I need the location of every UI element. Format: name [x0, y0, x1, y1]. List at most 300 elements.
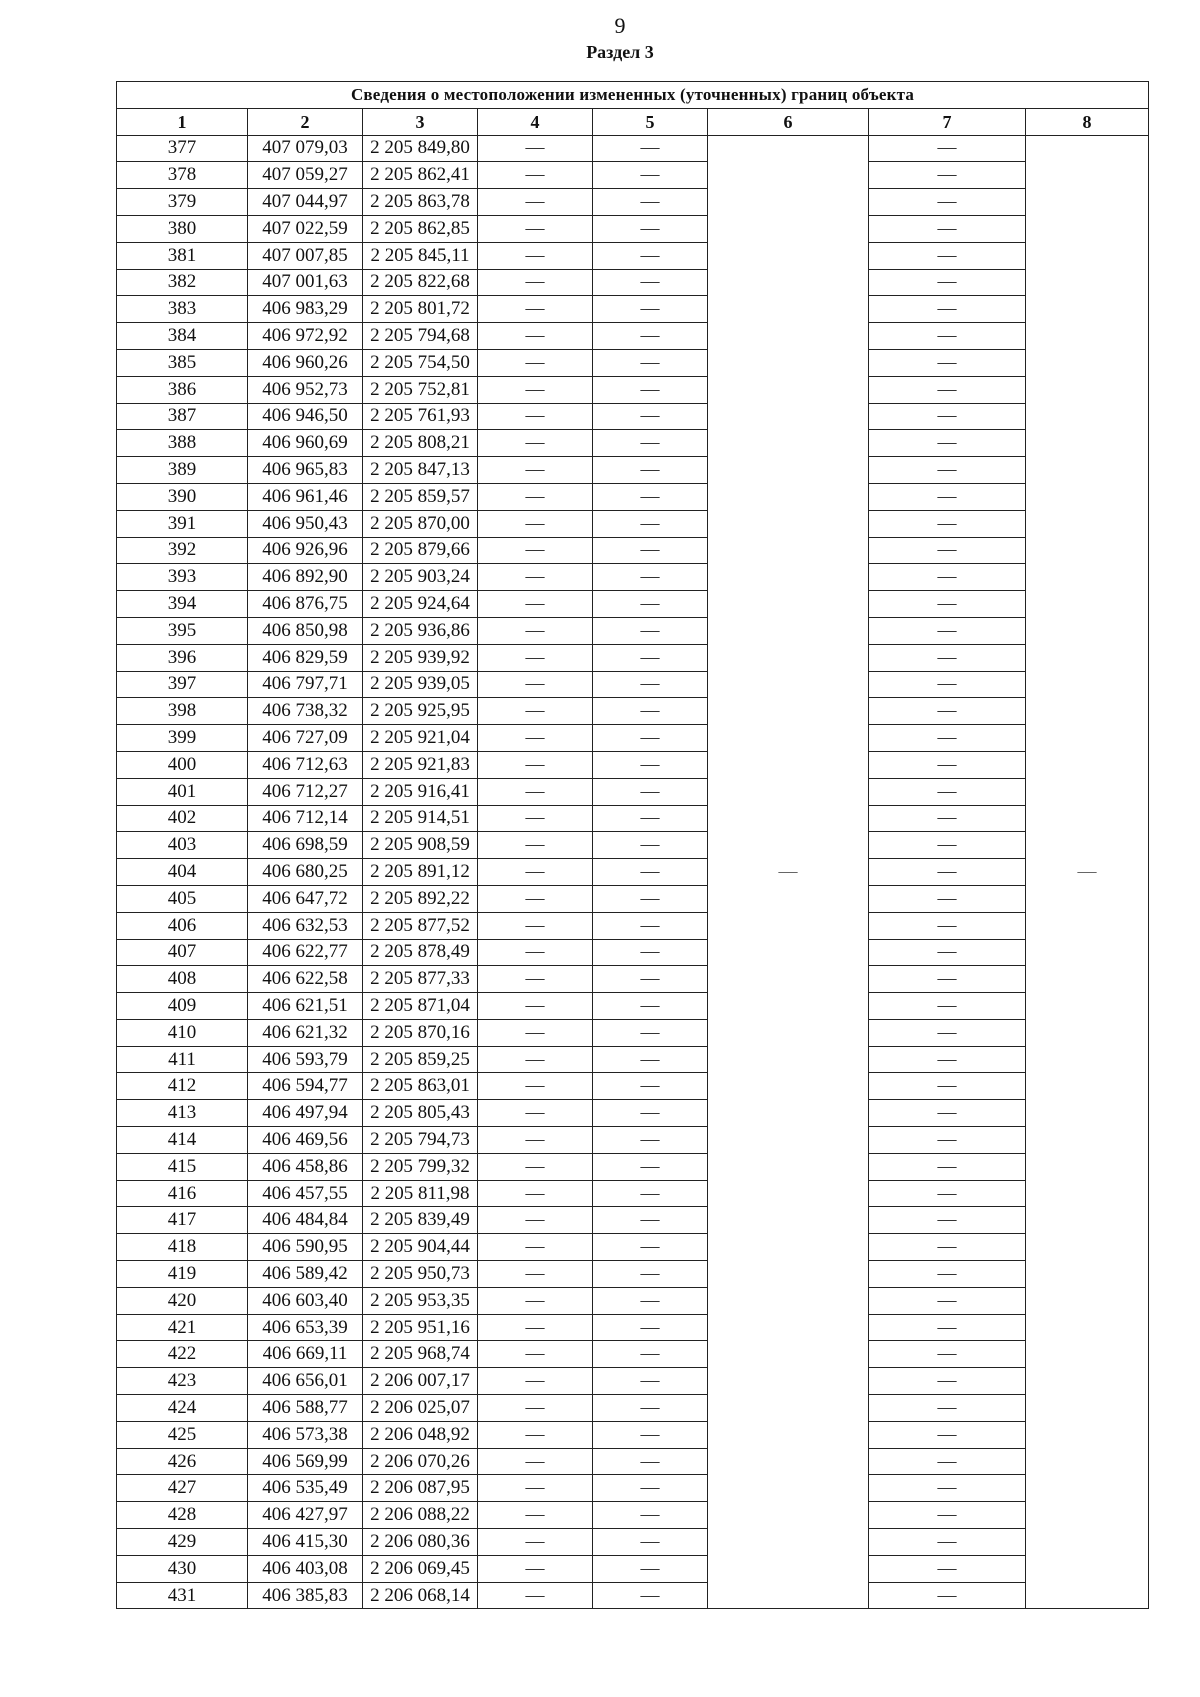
coordinate-y-cell: 2 205 863,78	[363, 189, 478, 216]
point-number-cell: 390	[117, 483, 248, 510]
point-number-cell: 386	[117, 376, 248, 403]
point-number-cell: 384	[117, 323, 248, 350]
point-number-cell: 411	[117, 1046, 248, 1073]
table-row	[117, 162, 1149, 189]
column-4-cell: —	[478, 1261, 593, 1288]
coordinate-y-cell: 2 206 069,45	[363, 1555, 478, 1582]
coordinate-y-cell: 2 205 761,93	[363, 403, 478, 430]
table-row	[117, 323, 1149, 350]
column-5-cell: —	[593, 242, 708, 269]
column-7-cell: —	[869, 323, 1026, 350]
coordinate-x-cell: 406 738,32	[248, 698, 363, 725]
column-4-cell: —	[478, 1314, 593, 1341]
coordinate-y-cell: 2 206 070,26	[363, 1448, 478, 1475]
coordinate-x-cell: 407 044,97	[248, 189, 363, 216]
column-4-cell: —	[478, 778, 593, 805]
column-number-row	[117, 108, 1149, 135]
point-number-cell: 398	[117, 698, 248, 725]
column-5-cell: —	[593, 1234, 708, 1261]
coordinate-y-cell: 2 205 839,49	[363, 1207, 478, 1234]
column-5-cell: —	[593, 376, 708, 403]
coordinate-y-cell: 2 205 908,59	[363, 832, 478, 859]
column-7-cell: —	[869, 1421, 1026, 1448]
column-5-cell: —	[593, 1261, 708, 1288]
table-row	[117, 725, 1149, 752]
coordinate-x-cell: 406 656,01	[248, 1368, 363, 1395]
column-4-cell: —	[478, 323, 593, 350]
coordinate-x-cell: 406 926,96	[248, 537, 363, 564]
coordinate-y-cell: 2 205 903,24	[363, 564, 478, 591]
point-number-cell: 391	[117, 510, 248, 537]
column-7-cell: —	[869, 832, 1026, 859]
coordinate-x-cell: 406 698,59	[248, 832, 363, 859]
point-number-cell: 421	[117, 1314, 248, 1341]
table-row	[117, 1153, 1149, 1180]
column-5-cell: —	[593, 1502, 708, 1529]
table-row	[117, 1529, 1149, 1556]
column-number: 1	[117, 108, 248, 135]
table-row	[117, 591, 1149, 618]
column-4-cell: —	[478, 242, 593, 269]
column-5-cell: —	[593, 1046, 708, 1073]
column-7-cell: —	[869, 510, 1026, 537]
table-row	[117, 1234, 1149, 1261]
point-number-cell: 422	[117, 1341, 248, 1368]
table-row	[117, 1100, 1149, 1127]
point-number-cell: 419	[117, 1261, 248, 1288]
column-4-cell: —	[478, 885, 593, 912]
column-4-cell: —	[478, 1180, 593, 1207]
coordinate-x-cell: 406 427,97	[248, 1502, 363, 1529]
column-7-cell: —	[869, 1287, 1026, 1314]
table-row	[117, 457, 1149, 484]
column-5-cell: —	[593, 1127, 708, 1154]
column-5-cell: —	[593, 483, 708, 510]
column-7-cell: —	[869, 376, 1026, 403]
column-7-cell: —	[869, 1100, 1026, 1127]
column-5-cell: —	[593, 832, 708, 859]
column-7-cell: —	[869, 1341, 1026, 1368]
table-row	[117, 242, 1149, 269]
column-5-cell: —	[593, 1582, 708, 1609]
table-row	[117, 403, 1149, 430]
point-number-cell: 409	[117, 993, 248, 1020]
column-7-cell: —	[869, 1073, 1026, 1100]
section-title: Раздел 3	[586, 42, 654, 62]
coordinate-y-cell: 2 205 877,52	[363, 912, 478, 939]
point-number-cell: 401	[117, 778, 248, 805]
column-7-cell: —	[869, 1207, 1026, 1234]
column-4-cell: —	[478, 671, 593, 698]
table-row	[117, 1073, 1149, 1100]
table-row	[117, 1341, 1149, 1368]
column-5-cell: —	[593, 1100, 708, 1127]
column-7-cell: —	[869, 617, 1026, 644]
coordinate-y-cell: 2 206 080,36	[363, 1529, 478, 1556]
column-4-cell: —	[478, 1502, 593, 1529]
table-row	[117, 966, 1149, 993]
column-4-cell: —	[478, 1100, 593, 1127]
column-4-cell: —	[478, 698, 593, 725]
column-7-cell: —	[869, 805, 1026, 832]
column-7-cell: —	[869, 1180, 1026, 1207]
coordinate-x-cell: 406 385,83	[248, 1582, 363, 1609]
point-number-cell: 417	[117, 1207, 248, 1234]
table-row	[117, 1314, 1149, 1341]
column-4-cell: —	[478, 215, 593, 242]
point-number-cell: 381	[117, 242, 248, 269]
coordinate-y-cell: 2 205 925,95	[363, 698, 478, 725]
column-7-cell: —	[869, 296, 1026, 323]
coordinate-x-cell: 406 892,90	[248, 564, 363, 591]
table-row	[117, 885, 1149, 912]
table-row	[117, 510, 1149, 537]
coordinate-y-cell: 2 205 754,50	[363, 349, 478, 376]
coordinate-x-cell: 406 484,84	[248, 1207, 363, 1234]
column-7-cell: —	[869, 1153, 1026, 1180]
column-4-cell: —	[478, 859, 593, 886]
column-4-cell: —	[478, 1368, 593, 1395]
coordinate-y-cell: 2 205 871,04	[363, 993, 478, 1020]
coordinate-x-cell: 406 622,77	[248, 939, 363, 966]
coordinate-y-cell: 2 205 808,21	[363, 430, 478, 457]
point-number-cell: 383	[117, 296, 248, 323]
coordinate-x-cell: 406 632,53	[248, 912, 363, 939]
column-7-cell: —	[869, 1395, 1026, 1422]
column-number: 3	[363, 108, 478, 135]
point-number-cell: 425	[117, 1421, 248, 1448]
coordinate-y-cell: 2 205 811,98	[363, 1180, 478, 1207]
coordinate-y-cell: 2 205 891,12	[363, 859, 478, 886]
point-number-cell: 387	[117, 403, 248, 430]
column-4-cell: —	[478, 1046, 593, 1073]
coordinate-x-cell: 406 797,71	[248, 671, 363, 698]
column-5-cell: —	[593, 966, 708, 993]
coordinate-x-cell: 406 952,73	[248, 376, 363, 403]
coordinate-x-cell: 406 983,29	[248, 296, 363, 323]
column-5-cell: —	[593, 751, 708, 778]
table-row	[117, 1502, 1149, 1529]
column-5-cell: —	[593, 296, 708, 323]
coordinate-x-cell: 406 829,59	[248, 644, 363, 671]
column-7-cell: —	[869, 885, 1026, 912]
column-5-cell: —	[593, 510, 708, 537]
point-number-cell: 404	[117, 859, 248, 886]
column-7-cell: —	[869, 1475, 1026, 1502]
coordinate-x-cell: 407 007,85	[248, 242, 363, 269]
column-4-cell: —	[478, 510, 593, 537]
column-4-cell: —	[478, 912, 593, 939]
coordinate-x-cell: 406 946,50	[248, 403, 363, 430]
coordinate-x-cell: 406 415,30	[248, 1529, 363, 1556]
point-number-cell: 385	[117, 349, 248, 376]
coordinate-y-cell: 2 205 794,68	[363, 323, 478, 350]
column-5-cell: —	[593, 698, 708, 725]
point-number-cell: 389	[117, 457, 248, 484]
column-7-cell: —	[869, 993, 1026, 1020]
column-7-cell: —	[869, 912, 1026, 939]
table-row	[117, 698, 1149, 725]
coordinate-y-cell: 2 205 801,72	[363, 296, 478, 323]
column-7-cell: —	[869, 1555, 1026, 1582]
column-7-cell: —	[869, 162, 1026, 189]
coordinate-y-cell: 2 205 822,68	[363, 269, 478, 296]
coordinate-x-cell: 406 457,55	[248, 1180, 363, 1207]
coordinate-x-cell: 406 950,43	[248, 510, 363, 537]
column-5-cell: —	[593, 1073, 708, 1100]
coordinate-y-cell: 2 205 950,73	[363, 1261, 478, 1288]
column-4-cell: —	[478, 805, 593, 832]
point-number-cell: 405	[117, 885, 248, 912]
coordinate-x-cell: 406 972,92	[248, 323, 363, 350]
column-7-cell: —	[869, 725, 1026, 752]
column-7-cell: —	[869, 1019, 1026, 1046]
column-5-cell: —	[593, 1475, 708, 1502]
column-5-cell: —	[593, 1207, 708, 1234]
table-row	[117, 617, 1149, 644]
table-row	[117, 296, 1149, 323]
coordinate-y-cell: 2 205 794,73	[363, 1127, 478, 1154]
coordinate-y-cell: 2 205 845,11	[363, 242, 478, 269]
column-5-cell: —	[593, 885, 708, 912]
column-7-cell: —	[869, 966, 1026, 993]
column-4-cell: —	[478, 1448, 593, 1475]
table-row	[117, 1448, 1149, 1475]
point-number-cell: 428	[117, 1502, 248, 1529]
column-number: 7	[869, 108, 1026, 135]
coordinate-y-cell: 2 205 863,01	[363, 1073, 478, 1100]
column-7-cell: —	[869, 430, 1026, 457]
coordinate-x-cell: 406 960,26	[248, 349, 363, 376]
point-number-cell: 379	[117, 189, 248, 216]
column-5-cell: —	[593, 1529, 708, 1556]
column-number: 5	[593, 108, 708, 135]
column-4-cell: —	[478, 1073, 593, 1100]
coordinate-y-cell: 2 205 939,92	[363, 644, 478, 671]
coordinate-y-cell: 2 205 936,86	[363, 617, 478, 644]
point-number-cell: 416	[117, 1180, 248, 1207]
coordinate-x-cell: 406 573,38	[248, 1421, 363, 1448]
column-5-cell: —	[593, 671, 708, 698]
coordinate-y-cell: 2 205 904,44	[363, 1234, 478, 1261]
table-row	[117, 1180, 1149, 1207]
column-7-cell: —	[869, 778, 1026, 805]
coordinate-y-cell: 2 205 877,33	[363, 966, 478, 993]
column-7-cell: —	[869, 1046, 1026, 1073]
column-4-cell: —	[478, 564, 593, 591]
coordinate-x-cell: 406 589,42	[248, 1261, 363, 1288]
column-5-cell: —	[593, 644, 708, 671]
column-5-cell: —	[593, 859, 708, 886]
point-number-cell: 402	[117, 805, 248, 832]
column-number: 6	[708, 108, 869, 135]
coordinate-y-cell: 2 206 087,95	[363, 1475, 478, 1502]
table-row	[117, 1368, 1149, 1395]
column-7-cell: —	[869, 1502, 1026, 1529]
coordinate-x-cell: 406 403,08	[248, 1555, 363, 1582]
column-4-cell: —	[478, 135, 593, 162]
column-5-cell: —	[593, 269, 708, 296]
column-5-cell: —	[593, 1019, 708, 1046]
column-7-cell: —	[869, 135, 1026, 162]
column-4-cell: —	[478, 349, 593, 376]
coordinate-x-cell: 406 593,79	[248, 1046, 363, 1073]
page-number: 9	[614, 13, 626, 38]
column-7-cell: —	[869, 1448, 1026, 1475]
coordinate-x-cell: 406 712,27	[248, 778, 363, 805]
table-row	[117, 376, 1149, 403]
column-4-cell: —	[478, 1475, 593, 1502]
column-7-cell: —	[869, 698, 1026, 725]
column-5-cell: —	[593, 135, 708, 162]
table-row	[117, 430, 1149, 457]
point-number-cell: 382	[117, 269, 248, 296]
coordinate-y-cell: 2 205 805,43	[363, 1100, 478, 1127]
column-4-cell: —	[478, 725, 593, 752]
table-row	[117, 939, 1149, 966]
point-number-cell: 377	[117, 135, 248, 162]
coordinate-x-cell: 407 022,59	[248, 215, 363, 242]
table-caption-row	[117, 82, 1149, 109]
point-number-cell: 427	[117, 1475, 248, 1502]
coordinate-x-cell: 406 622,58	[248, 966, 363, 993]
column-4-cell: —	[478, 1287, 593, 1314]
table-row	[117, 1582, 1149, 1609]
column-5-cell: —	[593, 162, 708, 189]
coordinate-y-cell: 2 205 847,13	[363, 457, 478, 484]
table-row	[117, 135, 1149, 162]
column-4-cell: —	[478, 1127, 593, 1154]
column-7-cell: —	[869, 457, 1026, 484]
table-row	[117, 349, 1149, 376]
column-4-cell: —	[478, 591, 593, 618]
column-4-cell: —	[478, 537, 593, 564]
coordinate-y-cell: 2 205 849,80	[363, 135, 478, 162]
coordinate-y-cell: 2 205 870,00	[363, 510, 478, 537]
point-number-cell: 397	[117, 671, 248, 698]
table-row	[117, 751, 1149, 778]
column-5-cell: —	[593, 1341, 708, 1368]
table-row	[117, 993, 1149, 1020]
column-5-cell: —	[593, 1287, 708, 1314]
column-number: 4	[478, 108, 593, 135]
column-7-cell: —	[869, 939, 1026, 966]
column-7-cell: —	[869, 189, 1026, 216]
coordinate-y-cell: 2 205 953,35	[363, 1287, 478, 1314]
column-5-cell: —	[593, 778, 708, 805]
column-7-cell: —	[869, 269, 1026, 296]
column-7-cell: —	[869, 483, 1026, 510]
column-7-cell: —	[869, 349, 1026, 376]
column-5-cell: —	[593, 189, 708, 216]
column-5-cell: —	[593, 591, 708, 618]
column-4-cell: —	[478, 189, 593, 216]
point-number-cell: 400	[117, 751, 248, 778]
column-5-cell: —	[593, 430, 708, 457]
point-number-cell: 408	[117, 966, 248, 993]
column-5-cell: —	[593, 725, 708, 752]
coordinate-y-cell: 2 205 921,04	[363, 725, 478, 752]
coordinate-x-cell: 406 712,63	[248, 751, 363, 778]
table-caption: Сведения о местоположении измененных (уточненных) границ объекта	[117, 82, 1149, 109]
column-4-cell: —	[478, 1529, 593, 1556]
point-number-cell: 388	[117, 430, 248, 457]
column-4-cell: —	[478, 1019, 593, 1046]
column-4-cell: —	[478, 939, 593, 966]
table-row	[117, 805, 1149, 832]
table-row	[117, 269, 1149, 296]
column-7-cell: —	[869, 859, 1026, 886]
column-5-cell: —	[593, 1421, 708, 1448]
point-number-cell: 396	[117, 644, 248, 671]
table-row	[117, 1261, 1149, 1288]
point-number-cell: 418	[117, 1234, 248, 1261]
column-4-cell: —	[478, 430, 593, 457]
column-7-cell: —	[869, 644, 1026, 671]
column-5-cell: —	[593, 912, 708, 939]
column-7-cell: —	[869, 537, 1026, 564]
column-4-cell: —	[478, 644, 593, 671]
column-7-cell: —	[869, 671, 1026, 698]
coordinate-x-cell: 406 960,69	[248, 430, 363, 457]
column-5-cell: —	[593, 403, 708, 430]
column-4-cell: —	[478, 162, 593, 189]
column-4-cell: —	[478, 457, 593, 484]
column-4-cell: —	[478, 1555, 593, 1582]
coordinate-y-cell: 2 205 951,16	[363, 1314, 478, 1341]
coordinate-y-cell: 2 205 921,83	[363, 751, 478, 778]
coordinate-x-cell: 406 458,86	[248, 1153, 363, 1180]
column-4-cell: —	[478, 1341, 593, 1368]
table-row	[117, 1046, 1149, 1073]
column-7-cell: —	[869, 242, 1026, 269]
column-4-cell: —	[478, 966, 593, 993]
table-row	[117, 483, 1149, 510]
column-5-cell: —	[593, 993, 708, 1020]
column-4-cell: —	[478, 1153, 593, 1180]
coordinate-x-cell: 406 594,77	[248, 1073, 363, 1100]
point-number-cell: 423	[117, 1368, 248, 1395]
column-7-cell: —	[869, 403, 1026, 430]
table-row	[117, 1395, 1149, 1422]
boundary-coordinates-table	[116, 81, 1149, 1609]
column-5-cell: —	[593, 215, 708, 242]
coordinate-x-cell: 406 590,95	[248, 1234, 363, 1261]
coordinate-x-cell: 406 680,25	[248, 859, 363, 886]
table-row	[117, 859, 1149, 886]
column-number: 8	[1026, 108, 1149, 135]
table-row	[117, 1421, 1149, 1448]
point-number-cell: 407	[117, 939, 248, 966]
coordinate-x-cell: 406 588,77	[248, 1395, 363, 1422]
point-number-cell: 430	[117, 1555, 248, 1582]
coordinate-y-cell: 2 205 862,41	[363, 162, 478, 189]
column-4-cell: —	[478, 1395, 593, 1422]
column-5-cell: —	[593, 1153, 708, 1180]
point-number-cell: 429	[117, 1529, 248, 1556]
coordinate-y-cell: 2 206 088,22	[363, 1502, 478, 1529]
table-row	[117, 1287, 1149, 1314]
table-row	[117, 1207, 1149, 1234]
point-number-cell: 410	[117, 1019, 248, 1046]
coordinate-x-cell: 406 712,14	[248, 805, 363, 832]
table-row	[117, 189, 1149, 216]
table-row	[117, 1127, 1149, 1154]
column-6-merged-cell: —	[708, 135, 869, 1609]
point-number-cell: 420	[117, 1287, 248, 1314]
point-number-cell: 395	[117, 617, 248, 644]
coordinate-x-cell: 406 535,49	[248, 1475, 363, 1502]
